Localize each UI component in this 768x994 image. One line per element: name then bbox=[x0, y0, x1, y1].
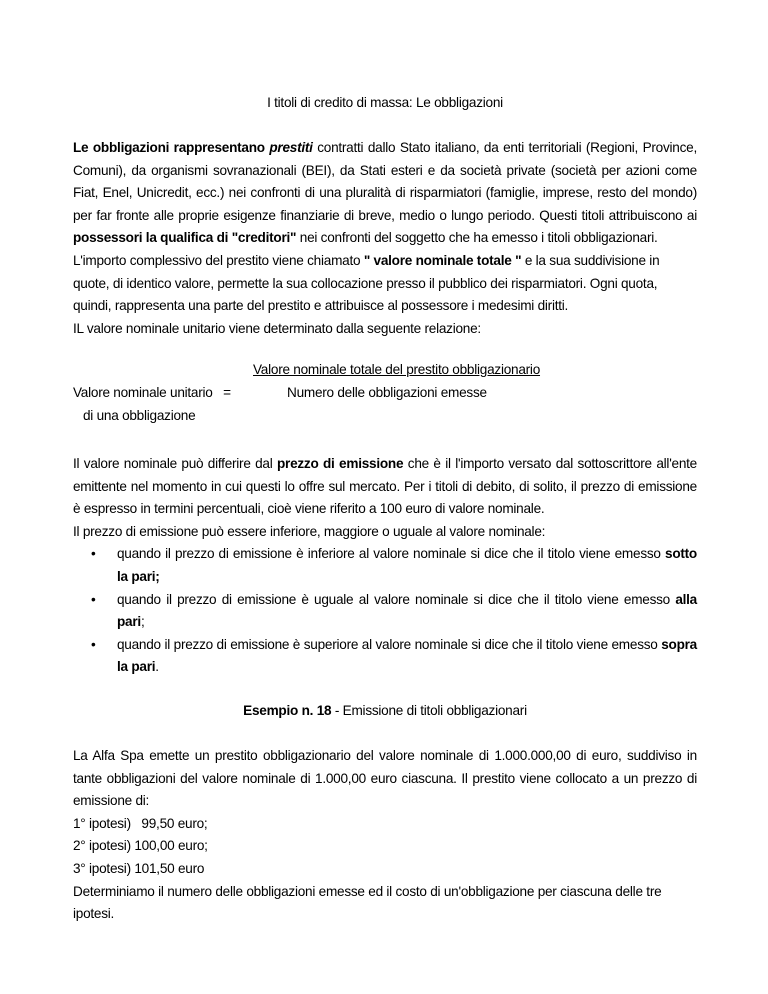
page-title: I titoli di credito di massa: Le obbligazioni bbox=[267, 95, 503, 110]
nominal-text-1: L'importo complessivo del prestito viene chiamato bbox=[73, 253, 364, 268]
intro-bold-lead: Le obbligazioni rappresentano bbox=[73, 140, 265, 155]
list-item: • quando il prezzo di emissione è inferiore al valore nominale si dice che il titolo viene emesso sotto la pari; bbox=[73, 543, 697, 588]
intro-text-1: contratti dallo Stato italiano, da enti territoriali (Regioni, Province, Comuni), da organismi sovranazionali (BEI), da Stati esteri e da società private (società per azioni come Fiat, Enel, Unicredit, ecc.) nei confronti di una pluralità di risparmiatori (famiglie, imprese, resto del mondo) per far fronte alle proprie esigenze finanziarie di breve, medio o lungo periodo. Questi titoli attribuiscono ai bbox=[73, 140, 697, 223]
list-item: • quando il prezzo di emissione è uguale al valore nominale si dice che il titolo viene emesso alla pari; bbox=[73, 589, 697, 634]
emission-bold-1: prezzo di emissione bbox=[276, 456, 404, 471]
hypothesis-2: 2° ipotesi) 100,00 euro; bbox=[73, 838, 208, 854]
example-text: La Alfa Spa emette un prestito obbligazionario del valore nominale di 1.000.000,00 di euro, suddiviso in tante obbligazioni del valore nominale di 1.000,00 euro ciascuna. Il prestito viene collocato a un prezzo di emissione di: bbox=[73, 748, 697, 809]
example-heading bbox=[73, 700, 697, 723]
emission-text-2: che è il l'importo versato dal sottoscrittore all'ente emittente nel momento in cui questi lo offre sul mercato. Per i titoli di debito, di solito, il prezzo di emissione è espresso in termini percentuali, cioè viene riferito a 100 euro di valore nominale. bbox=[73, 456, 697, 517]
intro-italic-word: prestiti bbox=[269, 140, 313, 155]
intro-bold-2: possessori la qualifica di "creditori" bbox=[73, 230, 297, 246]
emission-bullet-list bbox=[73, 543, 697, 679]
bullet-icon: • bbox=[91, 591, 96, 607]
nominal-line-2: IL valore nominale unitario viene determinato dalla seguente relazione: bbox=[73, 320, 481, 336]
intro-text-2: nei confronti del soggetto che ha emesso i titoli obbligazionari. bbox=[296, 230, 658, 246]
nominal-paragraph bbox=[73, 250, 697, 340]
example-paragraph bbox=[73, 745, 697, 926]
bullet-icon: • bbox=[91, 546, 96, 562]
formula-denominator: Numero delle obbligazioni emesse bbox=[287, 385, 487, 400]
emission-text-1: Il valore nominale può differire dal bbox=[73, 456, 277, 471]
example-title-rest: - Emissione di titoli obbligazionari bbox=[331, 703, 527, 718]
nominal-bold-1: " valore nominale totale " bbox=[363, 253, 522, 268]
hypothesis-3: 3° ipotesi) 101,50 euro bbox=[73, 860, 205, 876]
intro-paragraph bbox=[73, 137, 697, 250]
example-title-bold: Esempio n. 18 bbox=[243, 703, 332, 718]
example-closing: Determiniamo il numero delle obbligazioni emesse ed il costo di un'obbligazione per ciascuna delle tre ipotesi. bbox=[73, 883, 662, 922]
list-item: • quando il prezzo di emissione è superiore al valore nominale si dice che il titolo viene emesso sopra la pari. bbox=[73, 634, 697, 679]
emission-line-2: Il prezzo di emissione può essere inferiore, maggiore o uguale al valore nominale: bbox=[73, 523, 546, 539]
formula-numerator: Valore nominale totale del prestito obbligazionario bbox=[253, 362, 541, 377]
formula-left-line-1: Valore nominale unitario = bbox=[73, 385, 231, 400]
hypothesis-1: 1° ipotesi) 99,50 euro; bbox=[73, 815, 208, 831]
emission-paragraph bbox=[73, 453, 697, 679]
nominal-text-2: e la sua suddivisione in quote, di identico valore, permette la sua collocazione presso il pubblico dei risparmiatori. Ogni quota, quindi, rappresenta una parte del prestito e attribuisce al possessore i medesimi diritti. bbox=[73, 253, 660, 314]
formula-left-line-2: di una obbligazione bbox=[83, 408, 196, 423]
bullet-icon: • bbox=[91, 636, 96, 652]
